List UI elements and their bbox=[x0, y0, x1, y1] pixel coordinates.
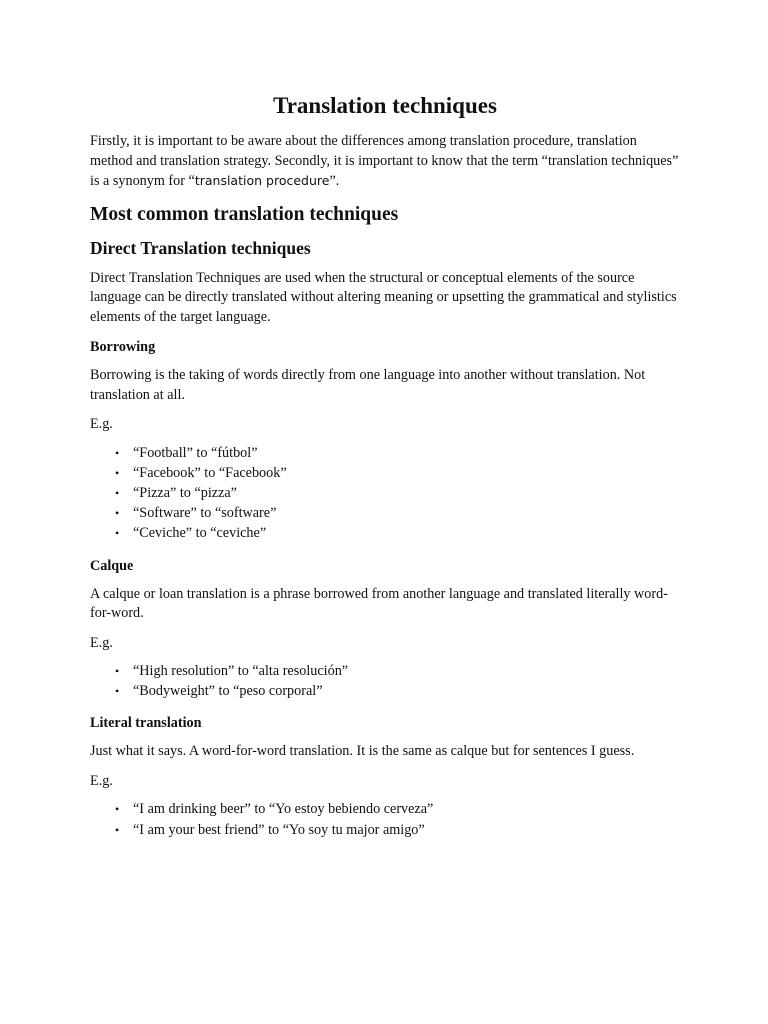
bullet-icon: • bbox=[115, 822, 120, 837]
literal-heading: Literal translation bbox=[90, 715, 202, 732]
list-item bbox=[115, 799, 680, 819]
list-item bbox=[115, 681, 680, 701]
list-item-text: “Ceviche” to “ceviche” bbox=[133, 525, 267, 542]
borrowing-paragraph: Borrowing is the taking of words directly from one language into another without translation. Not translation at all. bbox=[90, 367, 646, 403]
list-item bbox=[115, 463, 680, 483]
bullet-icon: • bbox=[115, 526, 120, 541]
list-item-text: “I am drinking beer” to “Yo estoy bebiendo cerveza” bbox=[133, 801, 434, 818]
list-item-text: “Football” to “fútbol” bbox=[133, 444, 258, 461]
list-item bbox=[115, 483, 680, 503]
subsection-paragraph: Direct Translation Techniques are used when the structural or conceptual elements of the source language can be directly translated without altering meaning or upsetting the grammatical and stylistics elements of the target language. bbox=[90, 269, 677, 325]
bullet-icon: • bbox=[115, 465, 120, 480]
list-item-text: “Facebook” to “Facebook” bbox=[133, 464, 287, 481]
calque-paragraph: A calque or loan translation is a phrase borrowed from another language and translated literally word-for-word. bbox=[90, 585, 668, 622]
literal-eg: E.g. bbox=[90, 772, 113, 789]
document-title: Translation techniques bbox=[273, 93, 497, 118]
intro-text-2: translation procedure bbox=[194, 173, 330, 188]
list-item-text: “High resolution” to “alta resolución” bbox=[133, 663, 349, 680]
list-item-text: “Bodyweight” to “peso corporal” bbox=[133, 683, 323, 700]
section-heading: Most common translation techniques bbox=[90, 203, 399, 225]
list-item-text: “Software” to “software” bbox=[133, 505, 277, 522]
calque-list bbox=[90, 661, 680, 701]
list-item bbox=[115, 661, 680, 681]
literal-list bbox=[90, 799, 680, 839]
list-item-text: “Pizza” to “pizza” bbox=[133, 484, 237, 501]
list-item bbox=[115, 523, 680, 543]
calque-heading: Calque bbox=[90, 557, 134, 574]
list-item bbox=[115, 443, 680, 463]
list-item-text: “I am your best friend” to “Yo soy tu major amigo” bbox=[133, 821, 425, 838]
borrowing-eg: E.g. bbox=[90, 416, 113, 432]
bullet-icon: • bbox=[115, 684, 120, 699]
document-body bbox=[90, 90, 680, 852]
intro-text-3: ”. bbox=[329, 173, 340, 189]
list-item bbox=[115, 503, 680, 523]
borrowing-heading: Borrowing bbox=[90, 339, 156, 355]
intro-text-1: Firstly, it is important to be aware about the differences among translation procedure, translation method and translation strategy. Secondly, it is important to know that the term “translation techniques” is a synonym for “ bbox=[90, 133, 679, 189]
bullet-icon: • bbox=[115, 506, 120, 521]
calque-eg: E.g. bbox=[90, 634, 113, 651]
bullet-icon: • bbox=[115, 664, 120, 679]
list-item bbox=[115, 820, 680, 840]
intro-paragraph bbox=[90, 132, 680, 192]
borrowing-list bbox=[90, 443, 680, 544]
bullet-icon: • bbox=[115, 445, 120, 460]
subsection-heading: Direct Translation techniques bbox=[90, 237, 311, 258]
bullet-icon: • bbox=[115, 802, 120, 817]
bullet-icon: • bbox=[115, 485, 120, 500]
literal-paragraph: Just what it says. A word-for-word translation. It is the same as calque but for sentences I guess. bbox=[90, 743, 635, 760]
